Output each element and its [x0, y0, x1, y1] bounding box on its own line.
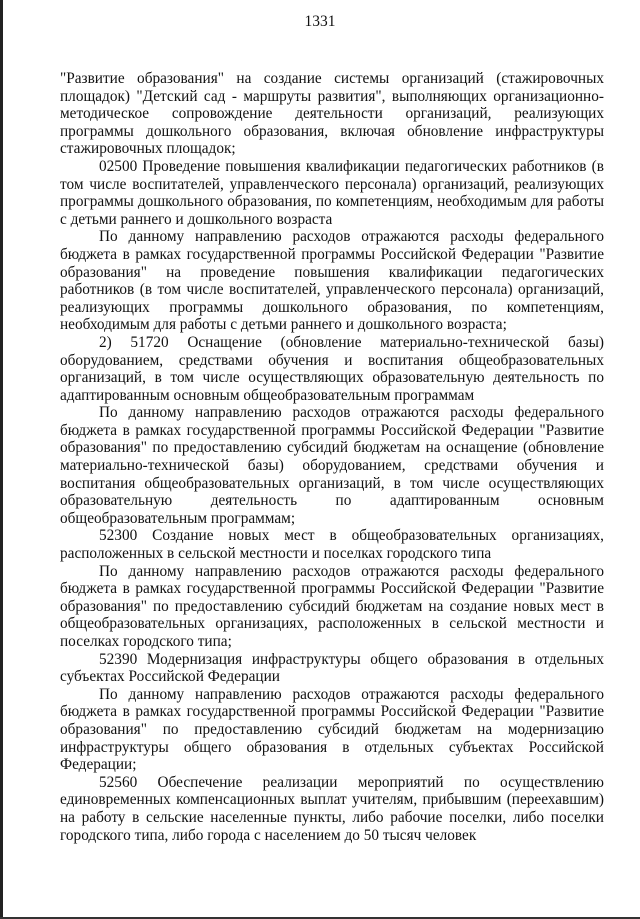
page-number: 1331 — [304, 13, 336, 30]
paragraph: 52300 Создание новых мест в общеобразовательных организациях, расположенных в сельской местности и поселках городского типа — [60, 527, 604, 563]
paragraph: "Развитие образования" на создание системы организаций (стажировочных площадок) "Детский сад - маршруты развития", выполняющих организационно-методическое сопровождение деятельности организаций, реализующих программы дошкольного образования, включая обновление инфраструктуры стажировочных площадок; — [60, 70, 604, 158]
paragraph: По данному направлению расходов отражаются расходы федерального бюджета в рамках государственной программы Российской Федерации "Развитие образования" по предоставлению субсидий бюджетам на оснащение (обновление материально-технической базы) оборудованием, средствами обучения и воспитания общеобразовательных организаций, в том числе осуществляющих образовательную деятельность по адаптированным основным общеобразовательным программам; — [60, 404, 604, 527]
document-body — [60, 70, 604, 844]
paragraph: По данному направлению расходов отражаются расходы федерального бюджета в рамках государственной программы Российской Федерации "Развитие образования" по предоставлению субсидий бюджетам на модернизацию инфраструктуры общего образования в отдельных субъектах Российской Федерации; — [60, 685, 604, 774]
paragraph: 52560 Обеспечение реализации мероприятий по осуществлению единовременных компенсационных выплат учителям, прибывшим (переехавшим) на работу в сельские населенные пункты, либо рабочие поселки, либо поселки городского типа, либо города с населением до 50 тысяч человек — [60, 773, 604, 844]
paragraph: 02500 Проведение повышения квалификации педагогических работников (в том числе воспитателей, управленческого персонала) организаций, реализующих программы дошкольного образования, по компетенциям, необходимым для работы с детьми раннего и дошкольного возраста — [60, 157, 604, 228]
paragraph: 52390 Модернизация инфраструктуры общего образования в отдельных субъектах Российской Федерации — [60, 650, 604, 686]
paragraph: По данному направлению расходов отражаются расходы федерального бюджета в рамках государственной программы Российской Федерации "Развитие образования" на проведение повышения квалификации педагогических работников (в том числе воспитателей, управленческого персонала) организаций, реализующих программы дошкольного образования, по компетенциям, необходимым для работы с детьми раннего и дошкольного возраста; — [60, 228, 604, 334]
scan-edge-left — [0, 0, 3, 919]
paragraph: По данному направлению расходов отражаются расходы федерального бюджета в рамках государственной программы Российской Федерации "Развитие образования" по предоставлению субсидий бюджетам на создание новых мест в общеобразовательных организациях, расположенных в сельской местности и поселках городского типа; — [60, 562, 604, 650]
paragraph: 2) 51720 Оснащение (обновление материально-технической базы) оборудованием, средствами обучения и воспитания общеобразовательных организаций, в том числе осуществляющих образовательную деятельность по адаптированным основным общеобразовательным программам — [60, 333, 604, 404]
